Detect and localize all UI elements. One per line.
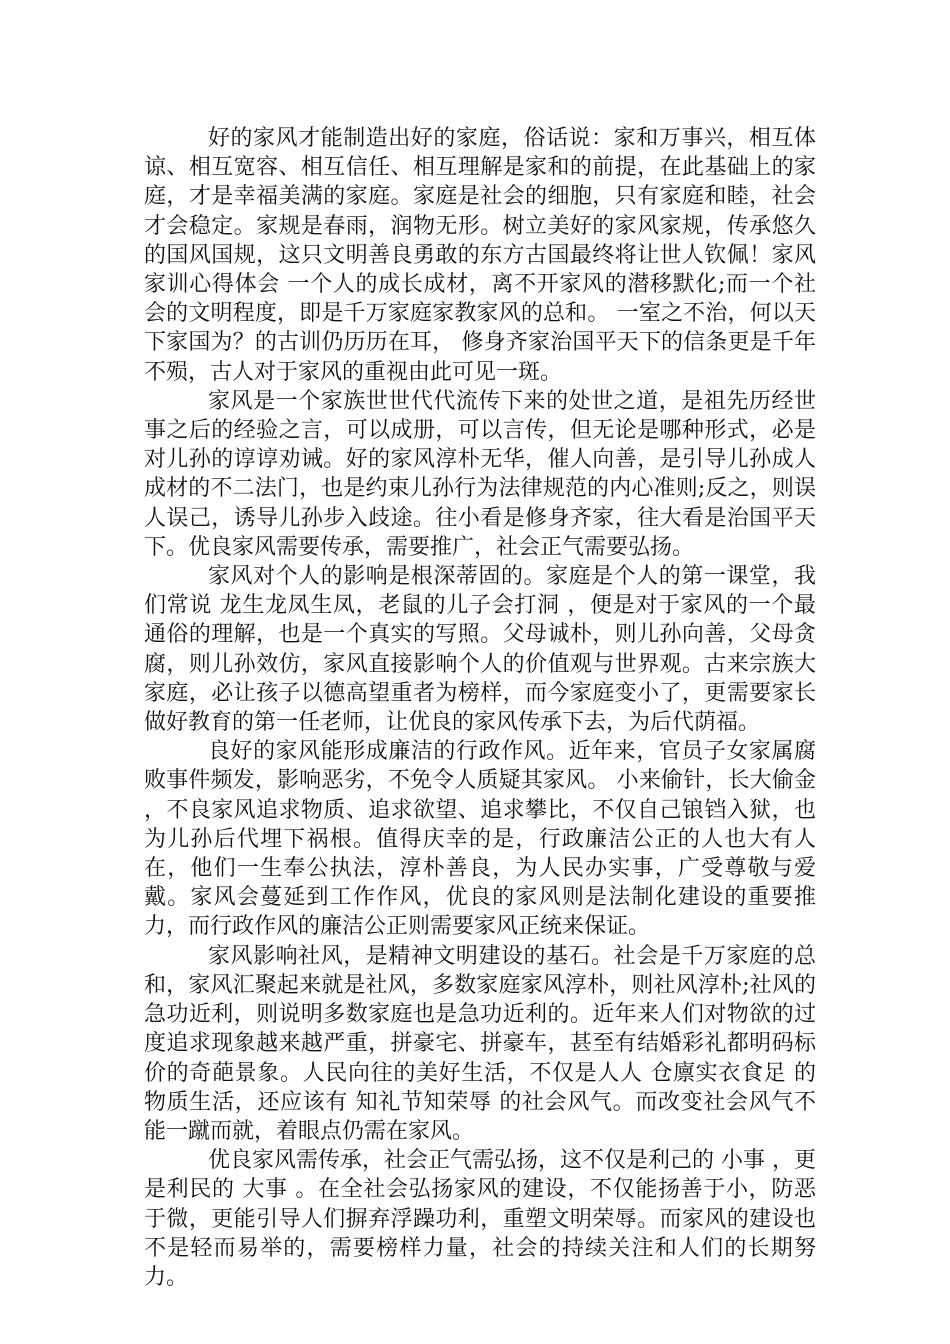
paragraph-1: 好的家风才能制造出好的家庭，俗话说：家和万事兴，相互体谅、相互宽容、相互信任、相互理解是家和的前提，在此基础上的家庭，才是幸福美满的家庭。家庭是社会的细胞，只有家庭和睦，社会才会稳定。家规是春雨，润物无形。树立美好的家风家规，传承悠久的国风国规，这只文明善良勇敢的东方古国最终将让世人钦佩！家风家训心得体会 一个人的成长成材，离不开家风的潜移默化;而一个社会的文明程度，即是千万家庭家教家风的总和。 一室之不治，何以天下家国为？的古训仍历历在耳， 修身齐家治国平天下的信条更是千年不殒，古人对于家风的重视由此可见一斑。 [144,126,816,385]
paragraph-3: 家风对个人的影响是根深蒂固的。家庭是个人的第一课堂，我们常说 龙生龙凤生凤，老鼠的儿子会打洞 ，便是对于家风的一个最通俗的理解，也是一个真实的写照。父母诚朴，则儿孙向善，父母贪腐，则儿孙效仿，家风直接影响个人的价值观与世界观。古来宗族大家庭，必让孩子以德高望重者为榜样，而今家庭变小了，更需要家长做好教育的第一任老师，让优良的家风传承下去，为后代荫福。 [144,564,816,736]
document-body [144,124,816,1292]
paragraph-4: 良好的家风能形成廉洁的行政作风。近年来，官员子女家属腐败事件频发，影响恶劣，不免令人质疑其家风。 小来偷针，长大偷金 ，不良家风追求物质、追求欲望、追求攀比，不仅自己锒铛入狱，也为儿孙后代埋下祸根。值得庆幸的是，行政廉洁公正的人也大有人在，他们一生奉公执法，淳朴善良，为人民办实事，广受尊敬与爱戴。家风会蔓延到工作作风，优良的家风则是法制化建设的重要推力，而行政作风的廉洁公正则需要家风正统来保证。 [144,739,816,940]
paragraph-2: 家风是一个家族世世代代流传下来的处世之道，是祖先历经世事之后的经验之言，可以成册，可以言传，但无论是哪种形式，必是对儿孙的谆谆劝诫。好的家风淳朴无华，催人向善，是引导儿孙成人成材的不二法门，也是约束儿孙行为法律规范的内心准则;反之，则误人误己，诱导儿孙步入歧途。往小看是修身齐家，往大看是治国平天下。优良家风需要传承，需要推广，社会正气需要弘扬。 [144,388,816,560]
paragraph-6: 优良家风需传承，社会正气需弘扬，这不仅是利己的 小事 ，更是利民的 大事 。在全社会弘扬家风的建设，不仅能扬善于小，防恶于微，更能引导人们摒弃浮躁功利，重塑文明荣辱。而家风的建设也不是轻而易举的，需要榜样力量，社会的持续关注和人们的长期努力。 [144,1148,816,1290]
paragraph-5: 家风影响社风，是精神文明建设的基石。社会是千万家庭的总和，家风汇聚起来就是社风，多数家庭家风淳朴，则社风淳朴;社风的急功近利，则说明多数家庭也是急功近利的。近年来人们对物欲的过度追求现象越来越严重，拼豪宅、拼豪车，甚至有结婚彩礼都明码标价的奇葩景象。人民向往的美好生活，不仅是人人 仓廪实衣食足 的物质生活，还应该有 知礼节知荣辱 的社会风气。而改变社会风气不能一蹴而就，着眼点仍需在家风。 [144,943,816,1144]
